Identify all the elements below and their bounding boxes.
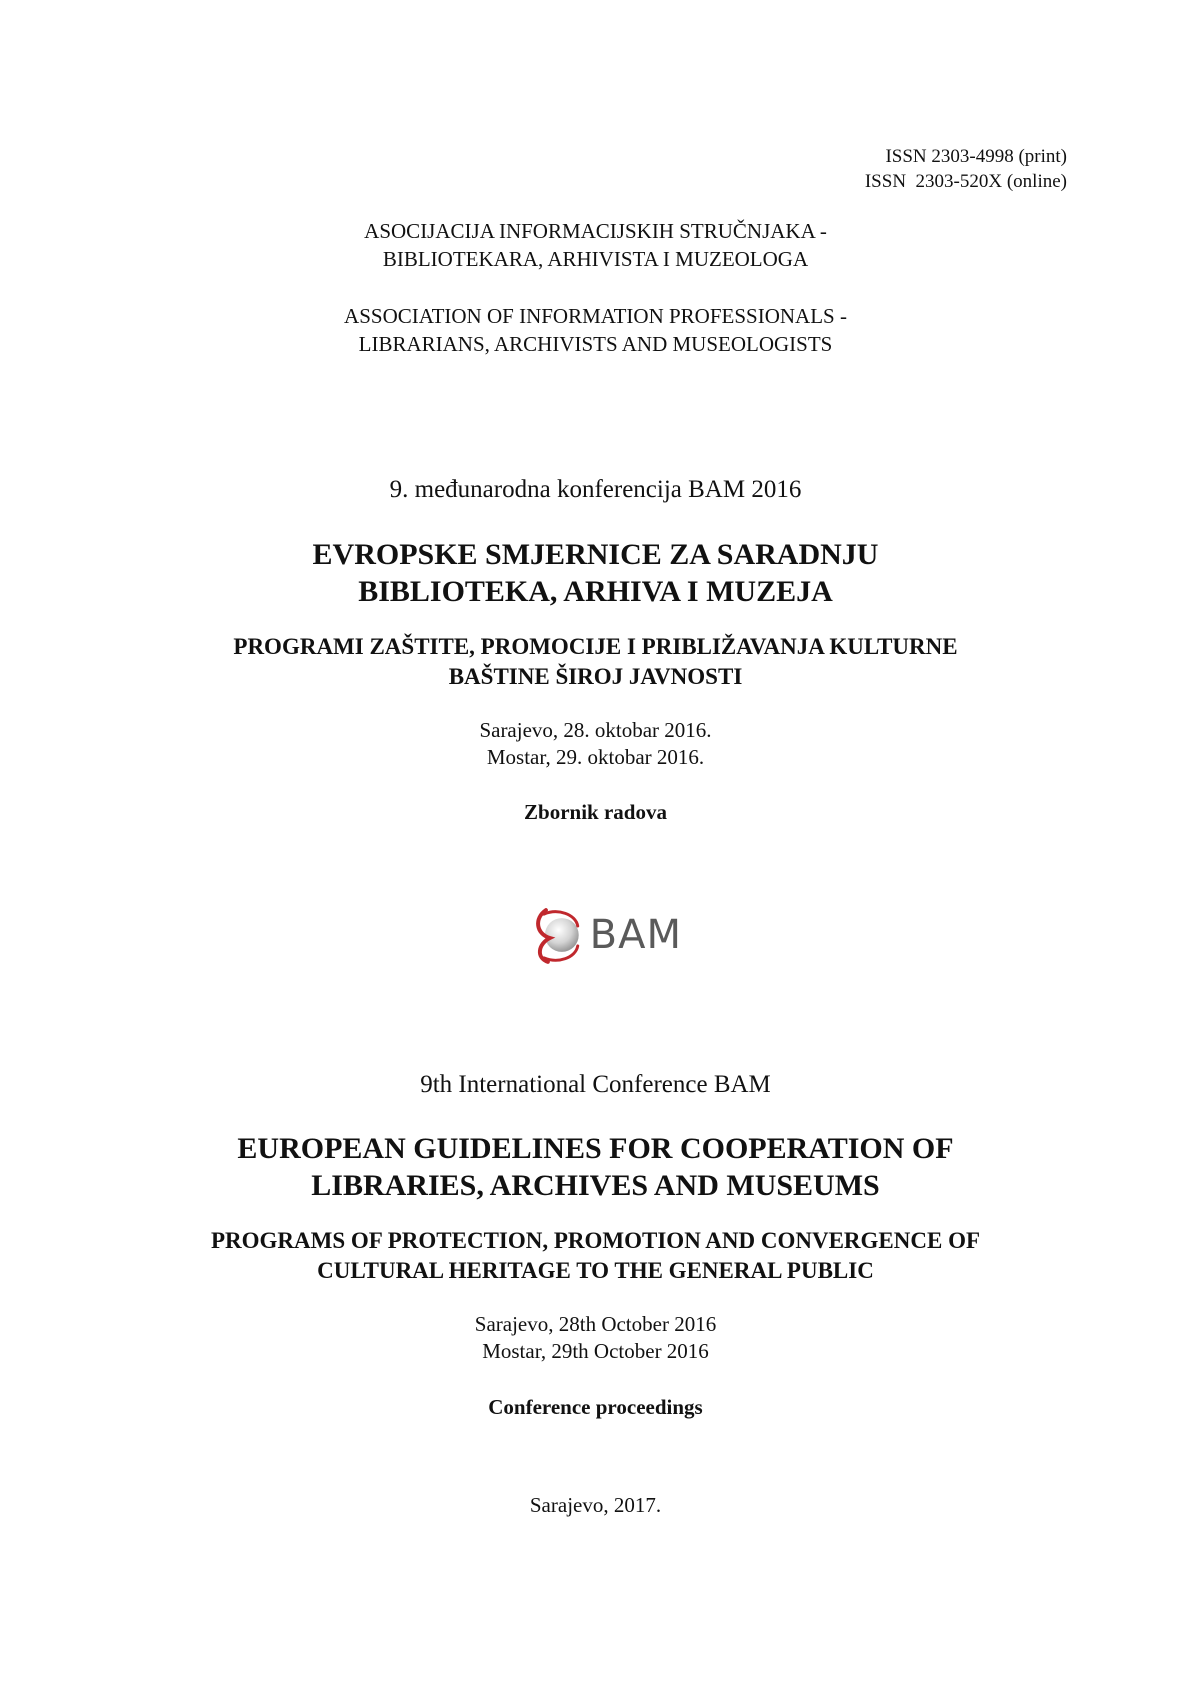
subtitle-local-line-1: PROGRAMI ZAŠTITE, PROMOCIJE I PRIBLIŽAVANJA KULTURNE <box>233 634 958 659</box>
issn-block <box>865 144 1067 194</box>
label-english: Conference proceedings <box>488 1395 703 1419</box>
subtitle-english-line-1: PROGRAMS OF PROTECTION, PROMOTION AND CONVERGENCE OF <box>210 1228 981 1253</box>
imprint: Sarajevo, 2017. <box>529 1493 662 1517</box>
dates-local <box>0 717 1191 771</box>
conference-name-english: 9th International Conference BAM <box>420 1071 771 1098</box>
bam-logo-icon <box>532 904 586 966</box>
issn-online: ISSN 2303-520X (online) <box>864 171 1067 192</box>
organization-english <box>0 302 1191 358</box>
bam-logo-text: BAM <box>589 912 682 958</box>
org-local-line-1: ASOCIJACIJA INFORMACIJSKIH STRUČNJAKA - <box>364 219 827 243</box>
date-local-mostar: Mostar, 29. oktobar 2016. <box>486 745 705 769</box>
title-english-line-2: LIBRARIES, ARCHIVES AND MUSEUMS <box>311 1169 880 1202</box>
title-local-line-2: BIBLIOTEKA, ARHIVA I MUZEJA <box>358 575 833 608</box>
org-english-line-1: ASSOCIATION OF INFORMATION PROFESSIONALS - <box>344 304 847 328</box>
subtitle-local-line-2: BAŠTINE ŠIROJ JAVNOSTI <box>448 664 743 689</box>
title-local-line-1: EVROPSKE SMJERNICE ZA SARADNJU <box>312 538 879 571</box>
subtitle-local <box>0 632 1191 692</box>
issn-print: ISSN 2303-4998 (print) <box>885 146 1067 167</box>
date-english-mostar: Mostar, 29th October 2016 <box>482 1339 709 1363</box>
organization-local <box>0 217 1191 273</box>
title-english <box>0 1130 1191 1204</box>
org-local-line-2: BIBLIOTEKARA, ARHIVISTA I MUZEOLOGA <box>382 247 809 271</box>
date-english-sarajevo: Sarajevo, 28th October 2016 <box>474 1312 717 1336</box>
title-english-line-1: EUROPEAN GUIDELINES FOR COOPERATION OF <box>237 1132 954 1165</box>
date-local-sarajevo: Sarajevo, 28. oktobar 2016. <box>479 718 712 742</box>
label-local: Zbornik radova <box>524 800 667 824</box>
conference-name-local: 9. međunarodna konferencija BAM 2016 <box>389 476 802 503</box>
subtitle-english-line-2: CULTURAL HERITAGE TO THE GENERAL PUBLIC <box>317 1258 874 1283</box>
dates-english <box>0 1311 1191 1365</box>
org-english-line-2: LIBRARIANS, ARCHIVISTS AND MUSEOLOGISTS <box>358 332 833 356</box>
subtitle-english <box>0 1226 1191 1286</box>
bam-logo <box>532 902 682 968</box>
title-local <box>0 536 1191 610</box>
